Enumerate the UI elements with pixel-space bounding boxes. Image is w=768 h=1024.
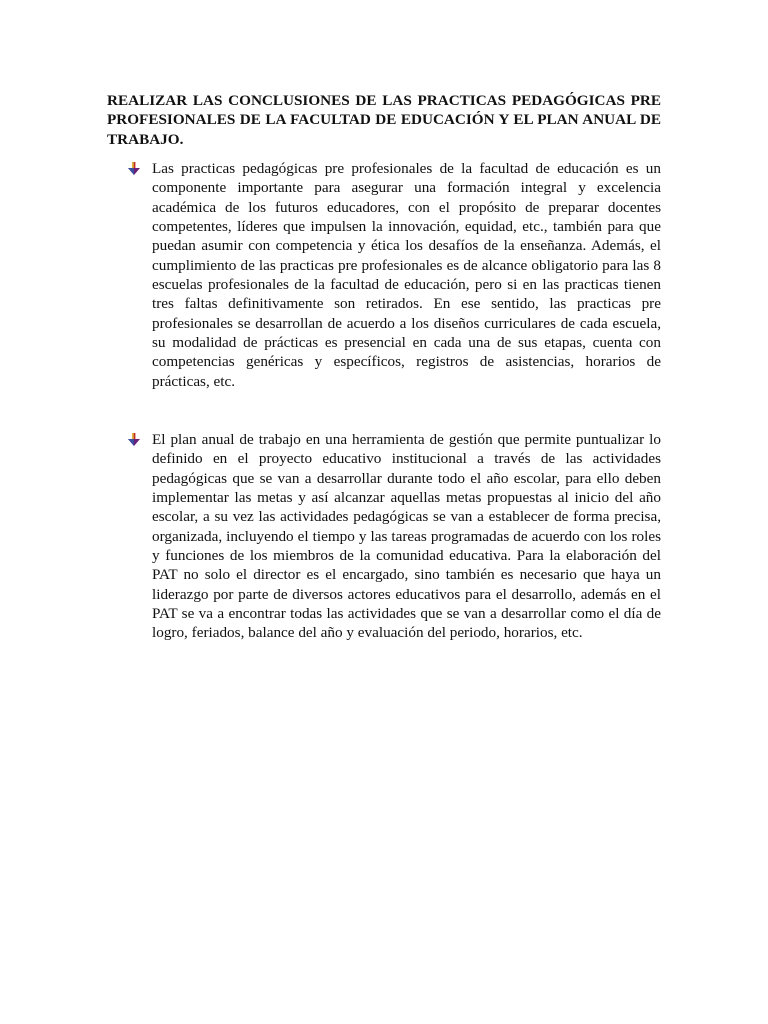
list-item	[128, 430, 661, 643]
bullet-text: Las practicas pedagógicas pre profesionales de la facultad de educación es un componente importante para asegurar una formación integral y excelencia académica de los futuros educadores, con el propósito de preparar docentes competentes, líderes que impulsen la innovación, equidad, etc., también para que puedan asumir con competencia y ética los desafíos de la enseñanza. Además, el cumplimiento de las practicas pre profesionales es de alcance obligatorio para las 8 escuelas profesionales de la facultad de educación, pero si en las practicas tienen tres faltas definitivamente son retirados. En ese sentido, las practicas pre profesionales se desarrollan de acuerdo a los diseños curriculares de cada escuela, su modalidad de prácticas es presencial en cada una de sus etapas, cuenta con competencias genéricas y específicos, registros de asistencias, horarios de prácticas, etc.	[152, 160, 661, 390]
list-item	[128, 159, 661, 391]
arrow-down-bullet-icon	[128, 433, 140, 447]
bullet-text: El plan anual de trabajo en una herramienta de gestión que permite puntualizar lo definido en el proyecto educativo institucional a través de las actividades pedagógicas que se van a desarrollar durante todo el año escolar, para ello deben implementar las metas y así alcanzar aquellas metas propuestas al inicio del año escolar, a su vez las actividades pedagógicas se van a establecer de forma precisa, organizada, incluyendo el tiempo y las tareas programadas de acuerdo con los roles y funciones de los miembros de la comunidad educativa. Para la elaboración del PAT no solo el director es el encargado, sino también es necesario que haya un liderazgo por parte de diversos actores educativos para el desarrollo, además en el PAT se va a encontrar todas las actividades que se van a desarrollar como el día de logro, feriados, balance del año y evaluación del periodo, horarios, etc.	[152, 431, 661, 642]
arrow-down-bullet-icon	[128, 162, 140, 176]
document-title: REALIZAR LAS CONCLUSIONES DE LAS PRACTICAS PEDAGÓGICAS PRE PROFESIONALES DE LA FACULTAD DE EDUCACIÓN Y EL PLAN ANUAL DE TRABAJO.	[107, 92, 661, 148]
